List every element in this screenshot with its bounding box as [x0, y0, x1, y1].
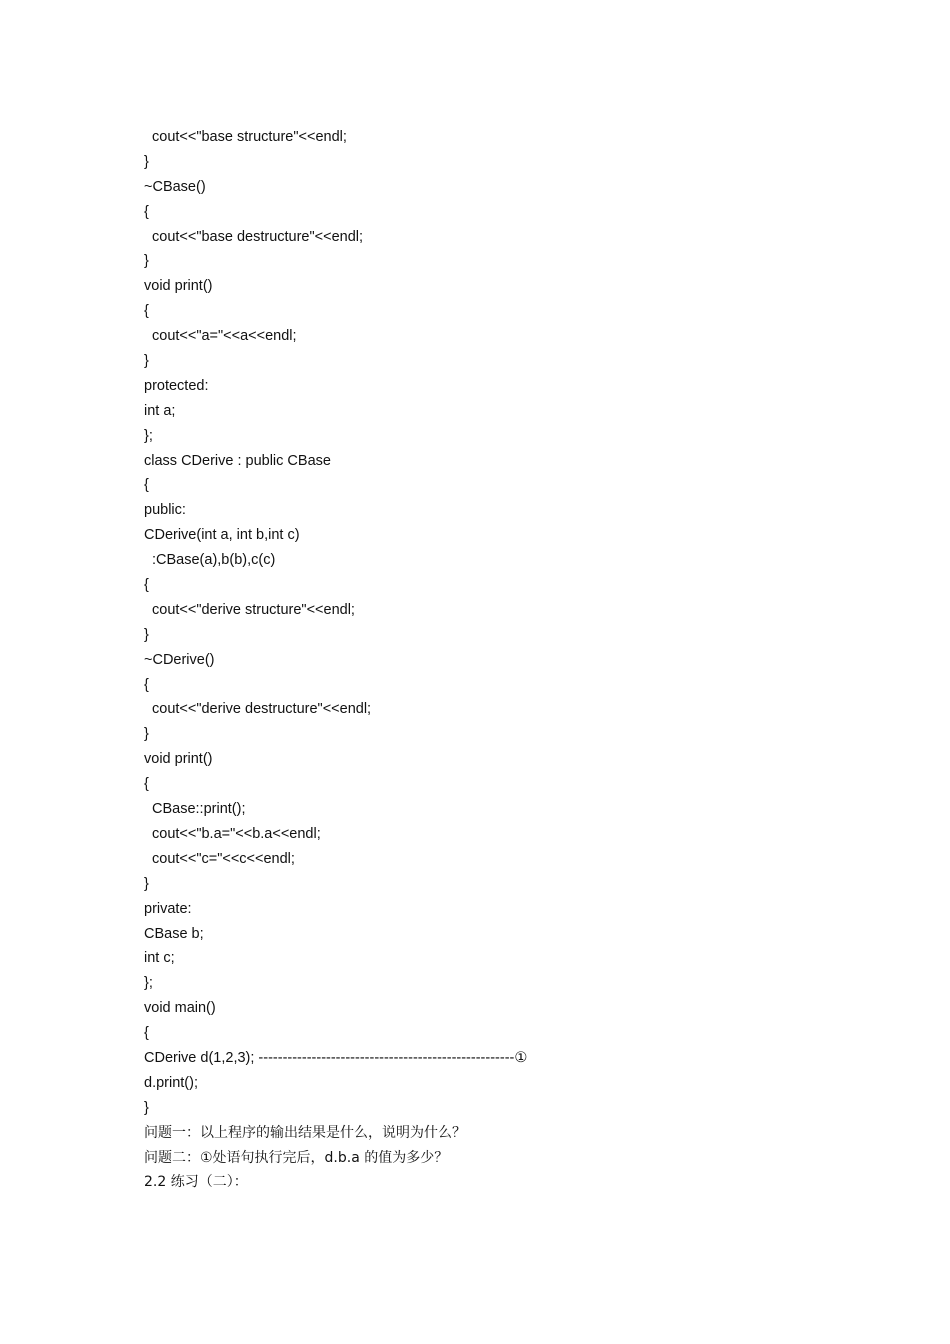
code-line: } [144, 153, 149, 170]
code-line: public: [144, 502, 186, 519]
code-line: int c; [144, 950, 175, 967]
code-line: void print() [144, 751, 213, 768]
code-line: cout<<"a="<<a<<endl; [152, 328, 297, 345]
code-line: cout<<"derive destructure"<<endl; [152, 701, 372, 718]
code-line: cout<<"base destructure"<<endl; [152, 228, 364, 245]
code-line: protected: [144, 377, 209, 394]
code-line: { [144, 303, 149, 320]
code-line: }; [144, 975, 153, 992]
code-line: { [144, 776, 149, 793]
code-line: } [144, 253, 149, 270]
question-line: 问题一：以上程序的输出结果是什么，说明为什么？ [144, 1124, 466, 1141]
code-listing [144, 125, 844, 1121]
code-line: CDerive(int a, int b,int c) [144, 527, 300, 544]
code-line: } [144, 1099, 149, 1116]
code-line: int a; [144, 402, 176, 419]
code-line: cout<<"base structure"<<endl; [152, 129, 347, 145]
code-line: } [144, 353, 149, 370]
code-line: { [144, 477, 149, 494]
code-line: { [144, 676, 149, 693]
code-line: cout<<"b.a="<<b.a<<endl; [152, 825, 321, 842]
document-content [144, 125, 844, 1195]
code-line: void main() [144, 1000, 216, 1017]
code-line: } [144, 875, 149, 892]
code-line: CBase b; [144, 925, 204, 942]
code-line: cout<<"derive structure"<<endl; [152, 601, 355, 618]
section-heading: 2.2 练习（二）： [144, 1174, 248, 1191]
question-line: 问题二：①处语句执行完后，d.b.a 的值为多少？ [144, 1149, 449, 1166]
code-line: ~CDerive() [144, 651, 215, 668]
code-line: CBase::print(); [152, 801, 246, 818]
code-line: { [144, 577, 149, 594]
code-line: class CDerive : public CBase [144, 452, 331, 469]
code-line: cout<<"c="<<c<<endl; [152, 850, 295, 867]
code-line: } [144, 726, 149, 743]
code-line: CDerive d(1,2,3); -----------------------------------------------------① [144, 1049, 528, 1066]
code-line: :CBase(a),b(b),c(c) [152, 552, 276, 569]
code-line: private: [144, 900, 192, 917]
code-line: void print() [144, 278, 213, 295]
code-line: ~CBase() [144, 178, 206, 195]
question-section [144, 1121, 844, 1196]
code-line: { [144, 203, 149, 220]
code-line: d.print(); [144, 1074, 198, 1091]
code-line: } [144, 626, 149, 643]
code-line: { [144, 1025, 149, 1042]
code-line: }; [144, 427, 153, 444]
